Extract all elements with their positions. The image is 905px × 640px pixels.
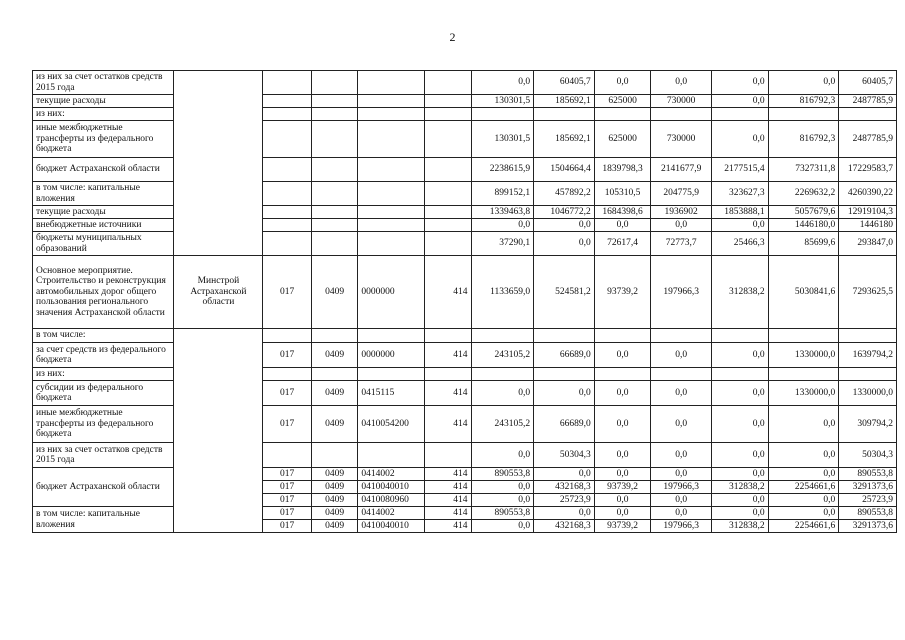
value-cell: 730000 (651, 95, 712, 108)
value-cell: 890553,8 (471, 507, 534, 520)
code-c3: 0410080960 (358, 494, 425, 507)
code-c3 (358, 71, 425, 95)
row-label: из них за счет остатков средств 2015 года (33, 443, 174, 468)
value-cell: 0,0 (594, 381, 651, 406)
value-cell: 1684398,6 (594, 206, 651, 219)
code-c1 (263, 95, 312, 108)
value-cell: 890553,8 (839, 468, 897, 481)
code-c1: 017 (263, 520, 312, 533)
code-c4: 414 (425, 406, 471, 443)
code-c4: 414 (425, 343, 471, 368)
value-cell: 1936902 (651, 206, 712, 219)
value-cell: 72773,7 (651, 232, 712, 256)
value-cell: 0,0 (768, 406, 839, 443)
code-c3: 0410040010 (358, 481, 425, 494)
value-cell (594, 329, 651, 343)
value-cell: 0,0 (534, 381, 595, 406)
value-cell: 0,0 (711, 443, 768, 468)
code-c4 (425, 368, 471, 381)
value-cell: 197966,3 (651, 481, 712, 494)
value-cell: 0,0 (594, 219, 651, 232)
value-cell: 1853888,1 (711, 206, 768, 219)
value-cell: 66689,0 (534, 343, 595, 368)
code-c1 (263, 182, 312, 206)
value-cell: 2254661,6 (768, 520, 839, 533)
value-cell: 2487785,9 (839, 95, 897, 108)
code-c1 (263, 158, 312, 182)
code-c3 (358, 108, 425, 121)
code-c2: 0409 (311, 343, 357, 368)
value-cell: 0,0 (711, 95, 768, 108)
value-cell: 0,0 (651, 343, 712, 368)
code-c1: 017 (263, 507, 312, 520)
code-c1 (263, 329, 312, 343)
code-c4 (425, 121, 471, 158)
code-c3: 0415115 (358, 381, 425, 406)
row-label: бюджет Астраханской области (33, 158, 174, 182)
value-cell: 25466,3 (711, 232, 768, 256)
value-cell: 5057679,6 (768, 206, 839, 219)
value-cell: 93739,2 (594, 256, 651, 329)
value-cell: 60405,7 (839, 71, 897, 95)
value-cell: 312838,2 (711, 481, 768, 494)
row-label: в том числе: капитальные вложения (33, 507, 174, 533)
code-c1: 017 (263, 406, 312, 443)
value-cell: 1446180 (839, 219, 897, 232)
value-cell: 0,0 (711, 406, 768, 443)
table-row (33, 368, 897, 381)
code-c3 (358, 232, 425, 256)
code-c2 (311, 95, 357, 108)
value-cell: 0,0 (711, 507, 768, 520)
value-cell: 0,0 (768, 507, 839, 520)
value-cell: 0,0 (711, 381, 768, 406)
value-cell: 0,0 (594, 343, 651, 368)
value-cell (711, 368, 768, 381)
budget-table (32, 70, 897, 533)
value-cell: 2254661,6 (768, 481, 839, 494)
value-cell: 0,0 (471, 381, 534, 406)
code-c3: 0410040010 (358, 520, 425, 533)
code-c4 (425, 206, 471, 219)
value-cell: 0,0 (651, 71, 712, 95)
code-c3 (358, 443, 425, 468)
value-cell (768, 108, 839, 121)
page-number: 2 (449, 30, 456, 44)
table-row (33, 206, 897, 219)
row-label: бюджеты муниципальных образований (33, 232, 174, 256)
value-cell: 524581,2 (534, 256, 595, 329)
value-cell: 197966,3 (651, 256, 712, 329)
value-cell: 3291373,6 (839, 481, 897, 494)
executor-cell (174, 71, 263, 256)
code-c4 (425, 329, 471, 343)
value-cell: 60405,7 (534, 71, 595, 95)
value-cell: 93739,2 (594, 481, 651, 494)
value-cell: 105310,5 (594, 182, 651, 206)
value-cell: 0,0 (594, 507, 651, 520)
code-c4: 414 (425, 256, 471, 329)
value-cell: 2269632,2 (768, 182, 839, 206)
value-cell (651, 329, 712, 343)
table-row (33, 219, 897, 232)
value-cell: 243105,2 (471, 406, 534, 443)
table-row (33, 158, 897, 182)
value-cell: 2238615,9 (471, 158, 534, 182)
value-cell: 312838,2 (711, 256, 768, 329)
table-row (33, 343, 897, 368)
value-cell (534, 108, 595, 121)
code-c4: 414 (425, 507, 471, 520)
code-c1 (263, 206, 312, 219)
code-c1 (263, 232, 312, 256)
code-c2: 0409 (311, 494, 357, 507)
value-cell: 7327311,8 (768, 158, 839, 182)
code-c2 (311, 182, 357, 206)
code-c1: 017 (263, 468, 312, 481)
value-cell (594, 368, 651, 381)
value-cell: 66689,0 (534, 406, 595, 443)
code-c2 (311, 158, 357, 182)
row-label: иные межбюджетные трансферты из федерального бюджета (33, 121, 174, 158)
value-cell: 0,0 (651, 468, 712, 481)
code-c2: 0409 (311, 507, 357, 520)
value-cell: 0,0 (711, 343, 768, 368)
code-c3 (358, 368, 425, 381)
value-cell: 625000 (594, 95, 651, 108)
value-cell: 1639794,2 (839, 343, 897, 368)
table-row (33, 507, 897, 520)
value-cell: 0,0 (594, 494, 651, 507)
value-cell: 50304,3 (534, 443, 595, 468)
value-cell (839, 108, 897, 121)
value-cell: 0,0 (471, 443, 534, 468)
code-c3: 0000000 (358, 256, 425, 329)
code-c4: 414 (425, 520, 471, 533)
value-cell: 4260390,22 (839, 182, 897, 206)
code-c2 (311, 71, 357, 95)
value-cell: 816792,3 (768, 121, 839, 158)
code-c2: 0409 (311, 406, 357, 443)
value-cell: 0,0 (471, 494, 534, 507)
value-cell (651, 368, 712, 381)
table-row (33, 71, 897, 95)
value-cell: 12919104,3 (839, 206, 897, 219)
value-cell: 899152,1 (471, 182, 534, 206)
code-c3 (358, 219, 425, 232)
code-c2: 0409 (311, 481, 357, 494)
value-cell: 432168,3 (534, 481, 595, 494)
value-cell: 0,0 (711, 121, 768, 158)
code-c3: 0000000 (358, 343, 425, 368)
value-cell: 0,0 (711, 468, 768, 481)
table-row (33, 443, 897, 468)
code-c2: 0409 (311, 520, 357, 533)
code-c3 (358, 121, 425, 158)
value-cell: 2141677,9 (651, 158, 712, 182)
code-c4 (425, 443, 471, 468)
row-label: в том числе: (33, 329, 174, 343)
code-c4: 414 (425, 481, 471, 494)
code-c2: 0409 (311, 256, 357, 329)
value-cell: 93739,2 (594, 520, 651, 533)
code-c2 (311, 232, 357, 256)
table-row (33, 95, 897, 108)
value-cell: 130301,5 (471, 121, 534, 158)
row-label: внебюджетные источники (33, 219, 174, 232)
value-cell: 2487785,9 (839, 121, 897, 158)
value-cell: 0,0 (768, 71, 839, 95)
value-cell: 0,0 (768, 468, 839, 481)
value-cell: 0,0 (594, 468, 651, 481)
executor-cell: Минстрой Астраханской области (174, 256, 263, 329)
value-cell (471, 368, 534, 381)
value-cell: 0,0 (651, 406, 712, 443)
table-row (33, 329, 897, 343)
code-c1 (263, 108, 312, 121)
value-cell (534, 329, 595, 343)
value-cell: 0,0 (651, 381, 712, 406)
value-cell: 0,0 (471, 481, 534, 494)
code-c4 (425, 95, 471, 108)
value-cell (839, 368, 897, 381)
value-cell: 72617,4 (594, 232, 651, 256)
table-row (33, 381, 897, 406)
code-c3: 0414002 (358, 507, 425, 520)
code-c3: 0414002 (358, 468, 425, 481)
table-row (33, 182, 897, 206)
code-c4: 414 (425, 494, 471, 507)
code-c2: 0409 (311, 468, 357, 481)
value-cell: 25723,9 (839, 494, 897, 507)
table-row (33, 108, 897, 121)
code-c4 (425, 108, 471, 121)
code-c3 (358, 206, 425, 219)
value-cell (711, 108, 768, 121)
value-cell: 1133659,0 (471, 256, 534, 329)
code-c3: 0410054200 (358, 406, 425, 443)
value-cell: 0,0 (711, 219, 768, 232)
value-cell: 457892,2 (534, 182, 595, 206)
table-row (33, 256, 897, 329)
value-cell: 0,0 (594, 406, 651, 443)
row-label: текущие расходы (33, 95, 174, 108)
value-cell: 1330000,0 (768, 381, 839, 406)
value-cell: 432168,3 (534, 520, 595, 533)
value-cell: 185692,1 (534, 95, 595, 108)
value-cell: 0,0 (534, 507, 595, 520)
table-row (33, 121, 897, 158)
value-cell: 0,0 (711, 494, 768, 507)
code-c2 (311, 206, 357, 219)
value-cell: 0,0 (534, 468, 595, 481)
value-cell: 625000 (594, 121, 651, 158)
code-c4 (425, 182, 471, 206)
row-label: Основное мероприятие. Строительство и реконструкция автомобильных дорог общего пользования регионального значения Астраханской области (33, 256, 174, 329)
value-cell: 17229583,7 (839, 158, 897, 182)
value-cell: 312838,2 (711, 520, 768, 533)
value-cell: 0,0 (471, 520, 534, 533)
value-cell: 0,0 (471, 219, 534, 232)
table-row (33, 232, 897, 256)
value-cell: 0,0 (768, 443, 839, 468)
row-label: бюджет Астраханской области (33, 468, 174, 507)
value-cell: 1504664,4 (534, 158, 595, 182)
table-body (33, 71, 897, 533)
row-label: текущие расходы (33, 206, 174, 219)
code-c1: 017 (263, 256, 312, 329)
row-label: из них: (33, 108, 174, 121)
value-cell (711, 329, 768, 343)
value-cell: 0,0 (534, 219, 595, 232)
value-cell: 0,0 (594, 71, 651, 95)
row-label: в том числе: капитальные вложения (33, 182, 174, 206)
executor-cell (174, 329, 263, 533)
value-cell (651, 108, 712, 121)
code-c4 (425, 219, 471, 232)
value-cell: 3291373,6 (839, 520, 897, 533)
value-cell (471, 108, 534, 121)
value-cell: 323627,3 (711, 182, 768, 206)
value-cell: 197966,3 (651, 520, 712, 533)
code-c1: 017 (263, 343, 312, 368)
code-c3 (358, 95, 425, 108)
code-c1 (263, 219, 312, 232)
value-cell (471, 329, 534, 343)
code-c2 (311, 329, 357, 343)
table-row (33, 468, 897, 481)
value-cell: 1046772,2 (534, 206, 595, 219)
value-cell: 890553,8 (839, 507, 897, 520)
value-cell (768, 329, 839, 343)
row-label: субсидии из федерального бюджета (33, 381, 174, 406)
code-c1 (263, 121, 312, 158)
row-label: из них: (33, 368, 174, 381)
value-cell: 0,0 (594, 443, 651, 468)
value-cell: 1446180,0 (768, 219, 839, 232)
value-cell: 0,0 (651, 219, 712, 232)
value-cell: 243105,2 (471, 343, 534, 368)
code-c1 (263, 443, 312, 468)
value-cell: 1330000,0 (768, 343, 839, 368)
code-c1 (263, 368, 312, 381)
code-c4 (425, 71, 471, 95)
row-label: иные межбюджетные трансферты из федерального бюджета (33, 406, 174, 443)
code-c1: 017 (263, 381, 312, 406)
row-label: за счет средств из федерального бюджета (33, 343, 174, 368)
value-cell: 50304,3 (839, 443, 897, 468)
value-cell: 309794,2 (839, 406, 897, 443)
value-cell: 204775,9 (651, 182, 712, 206)
code-c1 (263, 71, 312, 95)
value-cell: 0,0 (471, 71, 534, 95)
value-cell: 890553,8 (471, 468, 534, 481)
value-cell: 130301,5 (471, 95, 534, 108)
value-cell: 816792,3 (768, 95, 839, 108)
code-c2 (311, 219, 357, 232)
value-cell: 5030841,6 (768, 256, 839, 329)
code-c2: 0409 (311, 381, 357, 406)
code-c2 (311, 443, 357, 468)
value-cell: 7293625,5 (839, 256, 897, 329)
code-c3 (358, 329, 425, 343)
code-c1: 017 (263, 494, 312, 507)
value-cell: 1330000,0 (839, 381, 897, 406)
code-c3 (358, 158, 425, 182)
code-c3 (358, 182, 425, 206)
value-cell: 293847,0 (839, 232, 897, 256)
code-c4: 414 (425, 381, 471, 406)
value-cell: 85699,6 (768, 232, 839, 256)
value-cell: 0,0 (651, 443, 712, 468)
code-c2 (311, 368, 357, 381)
value-cell: 0,0 (768, 494, 839, 507)
value-cell: 1839798,3 (594, 158, 651, 182)
value-cell: 0,0 (651, 494, 712, 507)
value-cell: 2177515,4 (711, 158, 768, 182)
table-row (33, 406, 897, 443)
code-c4 (425, 158, 471, 182)
value-cell (839, 329, 897, 343)
value-cell: 37290,1 (471, 232, 534, 256)
code-c2 (311, 108, 357, 121)
code-c4 (425, 232, 471, 256)
value-cell (594, 108, 651, 121)
value-cell (768, 368, 839, 381)
value-cell: 730000 (651, 121, 712, 158)
value-cell (534, 368, 595, 381)
value-cell: 0,0 (711, 71, 768, 95)
value-cell: 0,0 (651, 507, 712, 520)
code-c1: 017 (263, 481, 312, 494)
value-cell: 185692,1 (534, 121, 595, 158)
code-c4: 414 (425, 468, 471, 481)
code-c2 (311, 121, 357, 158)
value-cell: 25723,9 (534, 494, 595, 507)
value-cell: 1339463,8 (471, 206, 534, 219)
value-cell: 0,0 (534, 232, 595, 256)
row-label: из них за счет остатков средств 2015 года (33, 71, 174, 95)
